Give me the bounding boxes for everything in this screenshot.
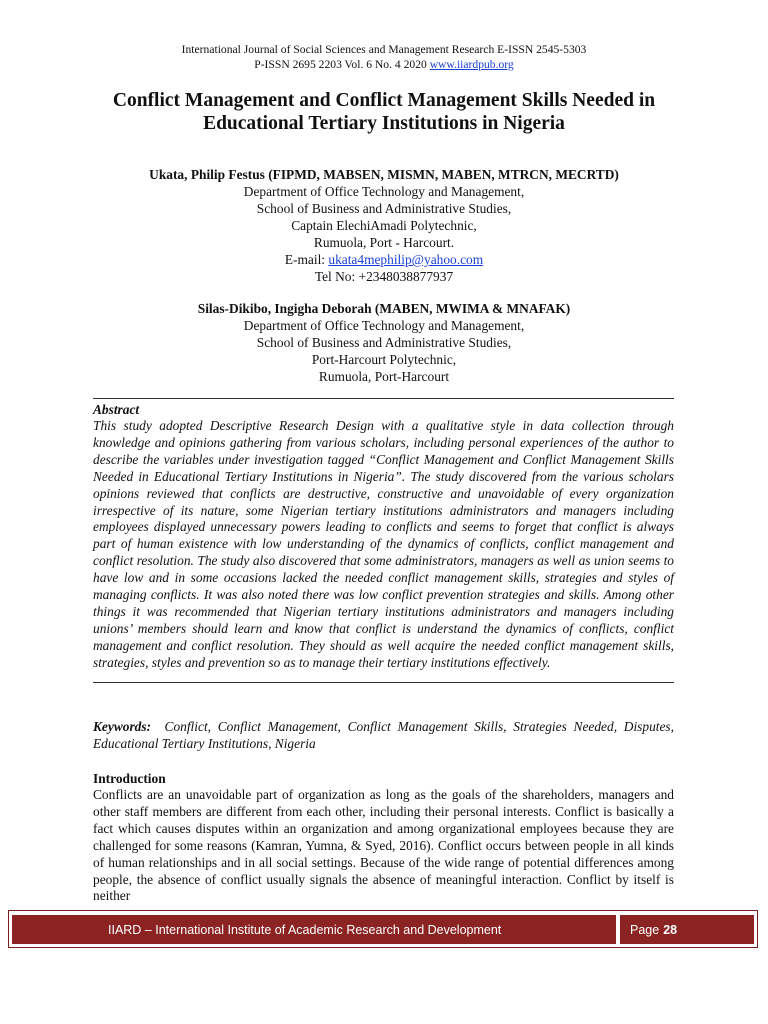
abstract-bottom-rule [93,682,674,683]
author-1-institution: Captain ElechiAmadi Polytechnic, [291,218,477,233]
email-label: E-mail: [284,252,329,267]
abstract-body: This study adopted Descriptive Research Design with a qualitative style in data collection through knowledge and opinions gathering from various scholars, including personal experiences of the author to describe the variables under investigation tagged “Conflict Management and Conflict Management Skills Needed in Educational Tertiary Institutions in Nigeria”. The study discovered from the various scholars opinions reviewed that conflicts are destructive, constructive and unavoidable of every organization irrespective of its nature, some Nigerian tertiary institutions administrators and managers including employees displayed unnecessary powers leading to conflicts and seems to forget that conflict is always part of human existence with low understanding of the dynamics of conflicts, conflict management and conflict resolution. The study also discovered that some administrators, managers as well as union seems to have low and in some occasions lacked the needed conflict management skills, strategies and styles of managing conflicts. It was also noted there was low conflict prevention strategies and skills. Among other things it was recommended that Nigerian tertiary institutions administrators and managers including unions’ members should learn and know that conflict is understand the dynamics of conflicts, conflict management and conflict resolution. They should as well acquire the needed conflict management skills, strategies, styles and prevention so as to manage their tertiary institutions effectively. [93,418,674,670]
author-2-location: Rumuola, Port-Harcourt [318,369,450,384]
introduction-section [93,770,674,905]
author-2-school: School of Business and Administrative Studies, [256,335,512,350]
paper-title [60,89,708,135]
introduction-body: Conflicts are an unavoidable part of organization as long as the goals of the shareholders, managers and other staff members are different from each other, including their personal interests. Conflict is basically a fact which causes disputes within an organization and among organizational employees because they are challenged for some reasons (Kamran, Yumna, & Syed, 2016). Conflict occurs between people in all kinds of human relationships and in all social settings. Because of the wide range of potential differences among people, the absence of conflict usually signals the absence of meaningful interaction. Conflict by itself is neither [93,787,674,904]
author-1-name: Ukata, Philip Festus (FIPMD, MABSEN, MISMN, MABEN, MTRCN, MECRTD) [149,167,619,182]
author-2-department: Department of Office Technology and Management, [243,318,525,333]
footer-publisher-bar [12,915,616,944]
footer-publisher-text: IIARD – International Institute of Academic Research and Development [108,922,502,937]
author-1-email-line [60,251,708,268]
author-1-department: Department of Office Technology and Management, [243,184,525,199]
introduction-heading: Introduction [93,771,166,786]
author-1-email-link[interactable]: ukata4mephilip@yahoo.com [328,252,484,267]
journal-issue-text: P-ISSN 2695 2203 Vol. 6 No. 4 2020 [254,58,430,71]
journal-header [0,42,768,72]
abstract-top-rule [93,398,674,399]
keywords-label: Keywords: [93,719,152,734]
footer-page-number: 28 [663,922,678,937]
author-1-school: School of Business and Administrative Studies, [256,201,512,216]
title-line-1: Conflict Management and Conflict Management Skills Needed in [112,90,656,111]
footer-page-bar [620,915,754,944]
author-1-location: Rumuola, Port - Harcourt. [313,235,455,250]
title-line-2: Educational Tertiary Institutions in Nigeria [203,113,565,134]
keywords-section [93,718,674,752]
abstract-heading: Abstract [93,402,140,417]
footer-page-label: Page [630,922,660,937]
journal-url-link[interactable]: www.iiardpub.org [429,58,514,71]
journal-issn-line [0,57,768,72]
abstract-section [93,398,674,683]
author-1-block [60,166,708,285]
author-2-block [60,300,708,385]
keywords-text: Conflict, Conflict Management, Conflict Management Skills, Strategies Needed, Disputes, Educational Tertiary Institutions, Nigeria [93,719,674,751]
author-2-institution: Port-Harcourt Polytechnic, [311,352,457,367]
author-1-tel: Tel No: +2348038877937 [314,269,454,284]
page-footer [12,915,754,944]
author-2-name: Silas-Dikibo, Ingigha Deborah (MABEN, MWIMA & MNAFAK) [197,301,571,316]
journal-name-line: International Journal of Social Sciences and Management Research E-ISSN 2545-5303 [181,43,587,56]
